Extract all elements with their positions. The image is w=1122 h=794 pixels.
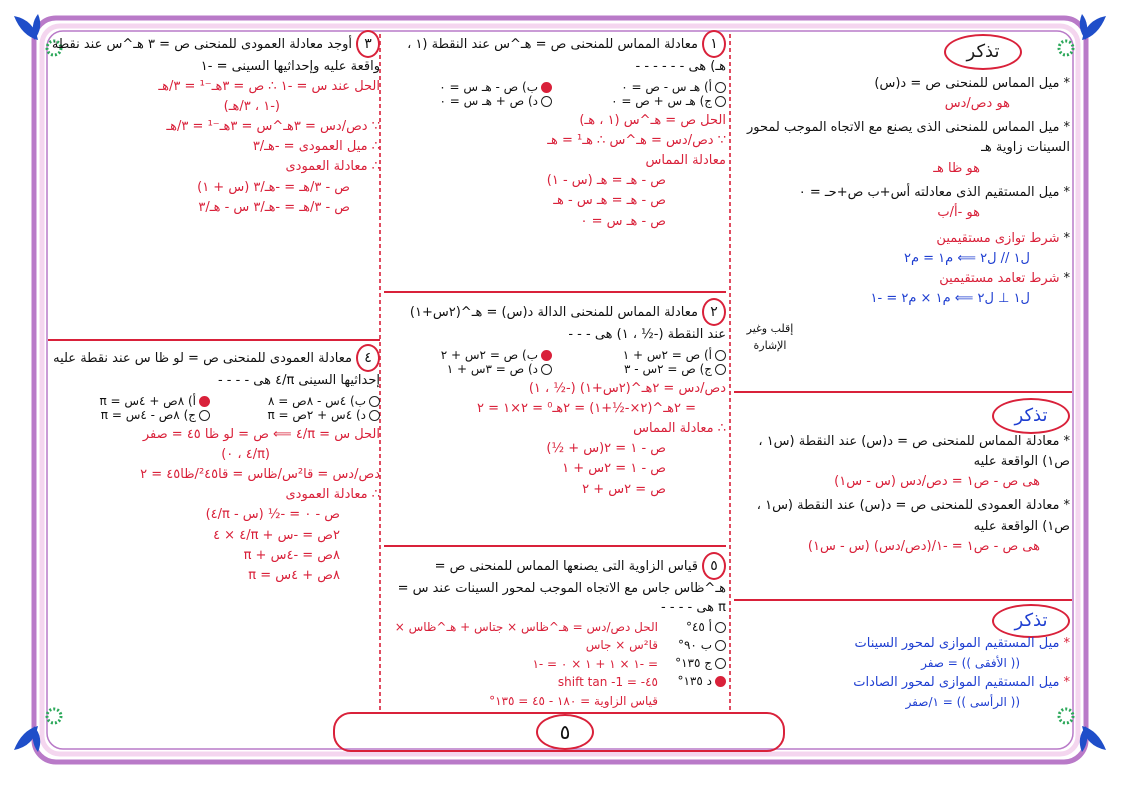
option[interactable]: أ ٤٥° <box>686 618 726 636</box>
side-note: إقلب وغير الإشارة <box>746 322 794 353</box>
solution: الحل ص = هـ^س (١ ، هـ) ∵ دص/دس = هـ^س ∴ هـ¹ = هـ معادلة المماس ص - هـ = هـ (س - ١) ص - هـ = هـ س - هـ ص - هـ س = ٠ <box>546 112 726 229</box>
reminder-item: *معادلة المماس للمنحنى ص = د(س) عند النقطة (س١ ، ص١) الواقعة عليه <box>758 434 1070 470</box>
option[interactable]: ب) ٤س - ٨ص = ٨ <box>220 394 380 408</box>
reminder-tag: تذكر <box>992 604 1070 638</box>
question-head: ٣أوجد معادلة العمودى للمنحنى ص = ٣ هـ^س عند نقطة واقعة عليه وإحداثيها السينى = -١ <box>50 30 380 77</box>
corner-ornament-icon <box>1052 10 1112 66</box>
option-correct[interactable]: ب) ص = ٢س + ٢ <box>388 348 552 362</box>
question-2 <box>388 298 726 542</box>
reminder-sub: هى ص - ص١ = دص/دس (س - س١) <box>834 474 1040 490</box>
solution: الحل س = π/٤ ⟸ ص = لو ظا ٤٥ = صفر (π/٤ ، ٠) دص/دس = قا²س/ظاس = قا²٤٥/ظا٤٥ = ٢ ∴ معادلة العمودى ص - ٠ = -½ (س - π/٤) ٢ص = -س + π/٤ × ٤ ٨ص = -٤س + π ٨ص + ٤س = π <box>140 426 380 583</box>
question-head: ٥قياس الزاوية التى يصنعها المماس للمنحنى ص = هـ^ظاس جاس مع الاتجاه الموجب لمحور السينات عند س = π هى - - - - <box>388 552 726 618</box>
option[interactable]: ج) هـ س + ص = ٠ <box>562 94 726 108</box>
option-correct[interactable]: أ) ٨ص + ٤س = π <box>50 394 210 408</box>
question-number: ٢ <box>702 298 726 326</box>
reminder-sub: ل١ ⊥ ل٢ ⟸ م١ × م٢ = -١ <box>870 291 1030 307</box>
option[interactable]: أ) هـ س - ص = ٠ <box>562 80 726 94</box>
question-4 <box>50 344 380 714</box>
reminder-sub: (( الرأسى )) = ١/صفر <box>905 694 1020 709</box>
reminder-item: *ميل المستقيم الموازى لمحور الصادات <box>853 674 1070 690</box>
option[interactable]: د) ص + هـ س = ٠ <box>388 94 552 108</box>
solution: دص/دس = ٢هـ^(٢س+١) (-½ ، ١) = ٢هـ^(٢×-½+١) = ٢هـ⁰ = ٢×١ = ٢ ∴ معادلة المماس ص - ١ = ٢(س + ½) ص - ١ = ٢س + ١ ص = ٢س + ٢ <box>476 380 726 497</box>
reminder-sub: هو ظا هـ <box>933 160 980 176</box>
reminder-sub: هى ص - ص١ = -١/(دص/دس) (س - س١) <box>807 538 1040 554</box>
reminder-panel-1 <box>740 74 1070 378</box>
question-head: ١معادلة المماس للمنحنى ص = هـ^س عند النقطة (١ ، هـ) هى - - - - - - <box>388 30 726 77</box>
reminder-sub: (( الأفقى )) = صفر <box>921 656 1020 671</box>
reminder-sub: هو -أ/ب <box>937 204 980 220</box>
reminder-sub: ل١ // ل٢ ⟸ م١ = م٢ <box>903 251 1030 267</box>
option-correct[interactable]: ب) ص - هـ س = ٠ <box>388 80 552 94</box>
options <box>50 394 380 422</box>
question-number: ١ <box>702 30 726 58</box>
reminder-item: *ميل المماس للمنحنى الذى يصنع مع الاتجاه الموجب لمحور السينات زاوية هـ <box>746 120 1070 156</box>
solution: الحل عند س = -١ ∴ ص = ٣هـ⁻¹ = ٣/هـ (-١ ، ٣/هـ) ∵ دص/دس = ٣هـ^س = ٣هـ⁻¹ = ٣/هـ ∴ ميل العمودى = -هـ/٣ ∴ معادلة العمودى ص - ٣/هـ = -هـ/٣ (س + ١) ص - ٣/هـ = -هـ/٣ س - هـ/٣ <box>158 78 380 215</box>
question-head: ٤معادلة العمودى للمنحنى ص = لو ظا س عند نقطة عليه إحداثيها السينى π/٤ هى - - - - <box>50 344 380 391</box>
options <box>388 80 726 108</box>
page-number: ٥ <box>536 714 594 750</box>
options <box>388 348 726 376</box>
solution: الحل دص/دس = هـ^ظاس × جتاس + هـ^ظاس × قا²س × جاس = -١ × ١ + ١ × ٠ = -١ shift tan -1 = -٤٥ قياس الزاوية = ١٨٠ - ٤٥ = ١٣٥° <box>394 619 658 709</box>
reminder-item: *معادلة العمودى للمنحنى ص = د(س) عند النقطة (س١ ، ص١) الواقعة عليه <box>756 498 1070 534</box>
option-correct[interactable]: د ١٣٥° <box>686 672 726 690</box>
question-number: ٣ <box>356 30 380 58</box>
options <box>675 618 726 711</box>
option[interactable]: د) ص = ٣س + ١ <box>388 362 552 376</box>
option[interactable]: ب ٩٠° <box>686 636 726 654</box>
option[interactable]: ج ١٣٥° <box>686 654 726 672</box>
question-body <box>388 618 726 711</box>
reminder-item: *شرط توازى مستقيمين <box>936 230 1070 246</box>
reminder-item: *ميل المستقيم الذى معادلته أس+ب ص+حـ = ٠ <box>798 184 1070 200</box>
reminder-item: *ميل المستقيم الموازى لمحور السينات <box>854 636 1070 651</box>
reminder-tag: تذكر <box>992 398 1070 434</box>
option[interactable]: ج) ٨ص - ٤س = π <box>50 408 210 422</box>
reminder-item: *ميل المماس للمنحنى ص = د(س) <box>874 76 1070 91</box>
reminder-sub: هو دص/دس <box>944 96 1010 112</box>
reminder-tag: تذكر <box>944 34 1022 70</box>
question-1 <box>388 30 726 288</box>
question-number: ٥ <box>702 552 726 580</box>
question-5 <box>388 552 726 712</box>
reminder-panel-3 <box>740 634 1070 714</box>
question-3 <box>50 30 380 336</box>
option[interactable]: ج) ص = ٢س - ٣ <box>562 362 726 376</box>
option[interactable]: أ) ص = ٢س + ١ <box>562 348 726 362</box>
reminder-item: *شرط تعامد مستقيمين <box>939 271 1070 287</box>
question-head: ٢معادلة المماس للمنحنى الدالة د(س) = هـ^(٢س+١) عند النقطة (-½ ، ١) هى - - - <box>388 298 726 345</box>
option[interactable]: د) ٤س + ٢ص = π <box>220 408 380 422</box>
question-number: ٤ <box>356 344 380 372</box>
reminder-panel-2 <box>740 432 1070 586</box>
